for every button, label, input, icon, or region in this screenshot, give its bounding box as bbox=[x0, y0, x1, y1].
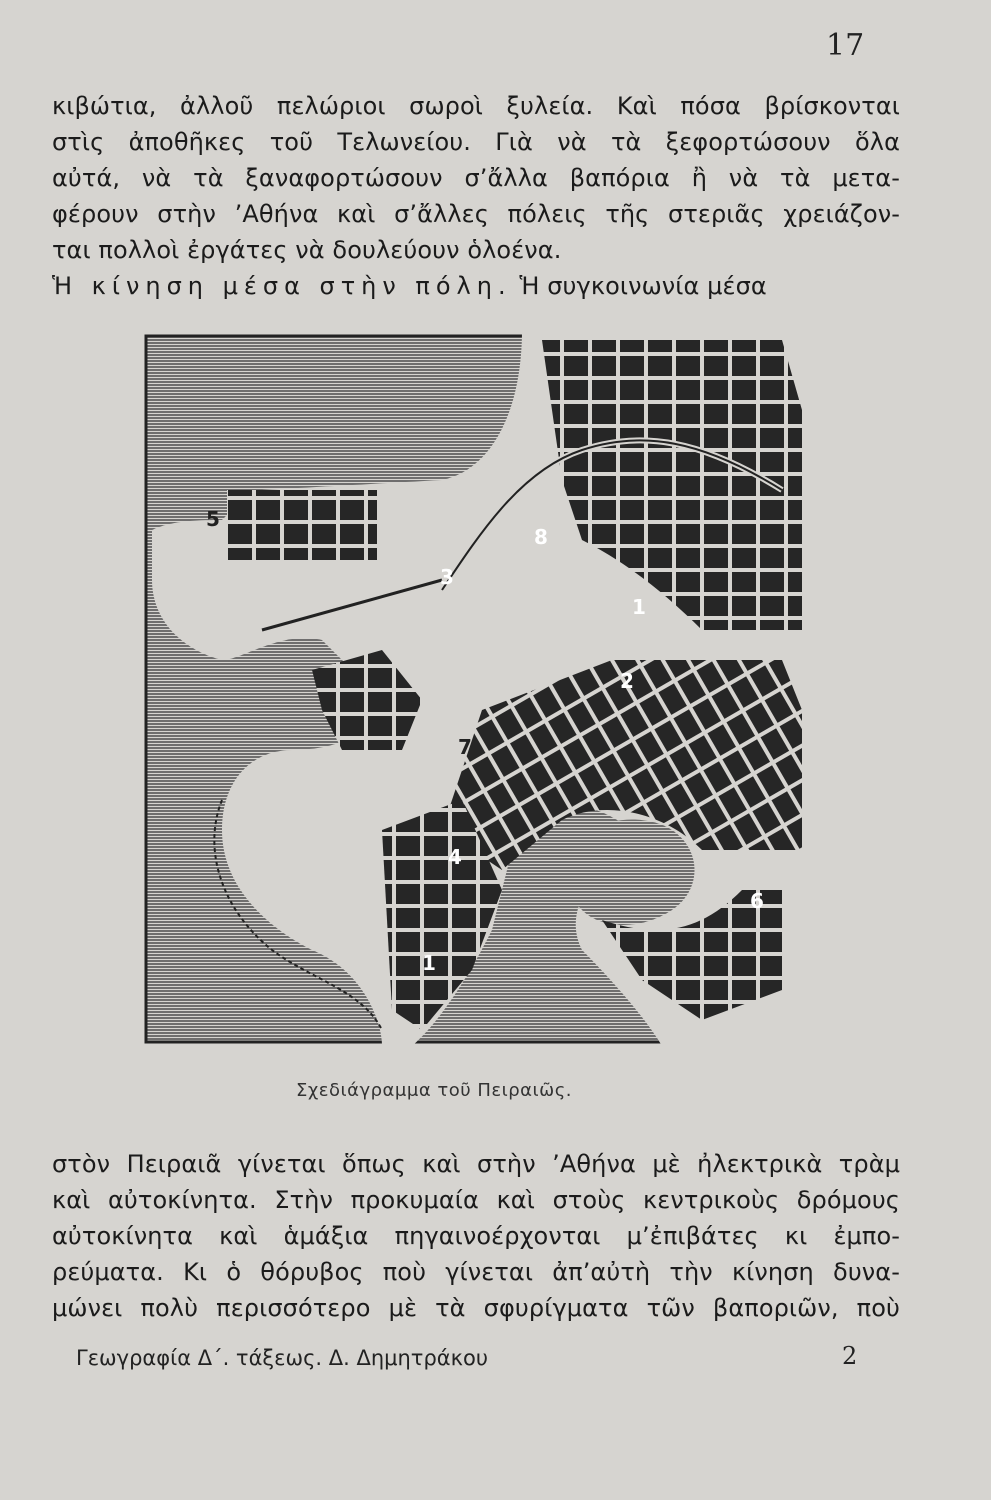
customs-blocks bbox=[227, 490, 377, 560]
section-heading-line bbox=[52, 268, 900, 304]
text-line: στὶς ἀποθῆκες τοῦ Τελωνείου. Γιὰ νὰ τὰ ξεφορτώσουν ὅλα bbox=[52, 128, 900, 156]
text-line: ρεύματα. Κι ὁ θόρυβος ποὺ γίνεται ἀπ’αὐτὴ τὴν κίνηση δυνα- bbox=[52, 1258, 900, 1286]
map-label: 1 bbox=[422, 951, 436, 975]
text-line: μώνει πολὺ περισσότερο μὲ τὰ σφυρίγματα τῶν βαποριῶν, ποὺ bbox=[52, 1294, 900, 1322]
text-line: αὐτά, νὰ τὰ ξαναφορτώσουν σ’ἄλλα βαπόρια ἢ νὰ τὰ μετα- bbox=[52, 164, 900, 192]
map-caption: Σχεδιάγραμμα τοῦ Πειραιῶς. bbox=[296, 1080, 572, 1101]
text-line: στὸν Πειραιᾶ γίνεται ὅπως καὶ στὴν ’Αθήνα μὲ ἠλεκτρικὰ τρὰμ bbox=[52, 1150, 900, 1178]
footer-text: Γεωγραφία Δ΄. τάξεως. Δ. Δημητράκου bbox=[76, 1346, 488, 1370]
page-number: 17 bbox=[826, 28, 865, 63]
map-label: 8 bbox=[534, 525, 548, 549]
text-line: φέρουν στὴν ’Αθήνα καὶ σ’ἄλλες πόλεις τῆς στεριᾶς χρειάζον- bbox=[52, 200, 900, 228]
map-label: 6 bbox=[750, 889, 764, 913]
text-line: κιβώτια, ἀλλοῦ πελώριοι σωροὶ ξυλεία. Καὶ πόσα βρίσκονται bbox=[52, 92, 900, 120]
section-heading-continuation: Ἡ συγκοινωνία μέσα bbox=[519, 272, 767, 300]
text-line: καὶ αὐτοκίνητα. Στὴν προκυμαία καὶ στοὺς κεντρικοὺς δρόμους bbox=[52, 1186, 900, 1214]
top-paragraph bbox=[52, 88, 900, 304]
sheet-number: 2 bbox=[842, 1342, 858, 1370]
map-label: 7 bbox=[458, 735, 472, 759]
piraeus-map bbox=[142, 330, 802, 1046]
text-line: αὐτοκίνητα καὶ ἁμάξια πηγαινοέρχονται μ’ἐπιβάτες κι ἐμπο- bbox=[52, 1222, 900, 1250]
map-label: 2 bbox=[620, 669, 634, 693]
map-label: 1 bbox=[632, 595, 646, 619]
map-label: 3 bbox=[440, 565, 454, 589]
map-label: 4 bbox=[448, 845, 462, 869]
section-heading: Ἡ κίνηση μέσα στὴν πόλη. bbox=[52, 272, 512, 300]
map-label: 5 bbox=[206, 507, 220, 531]
bottom-paragraph bbox=[52, 1146, 900, 1326]
text-line: ται πολλοὶ ἐργάτες νὰ δουλεύουν ὁλοένα. bbox=[52, 236, 562, 264]
